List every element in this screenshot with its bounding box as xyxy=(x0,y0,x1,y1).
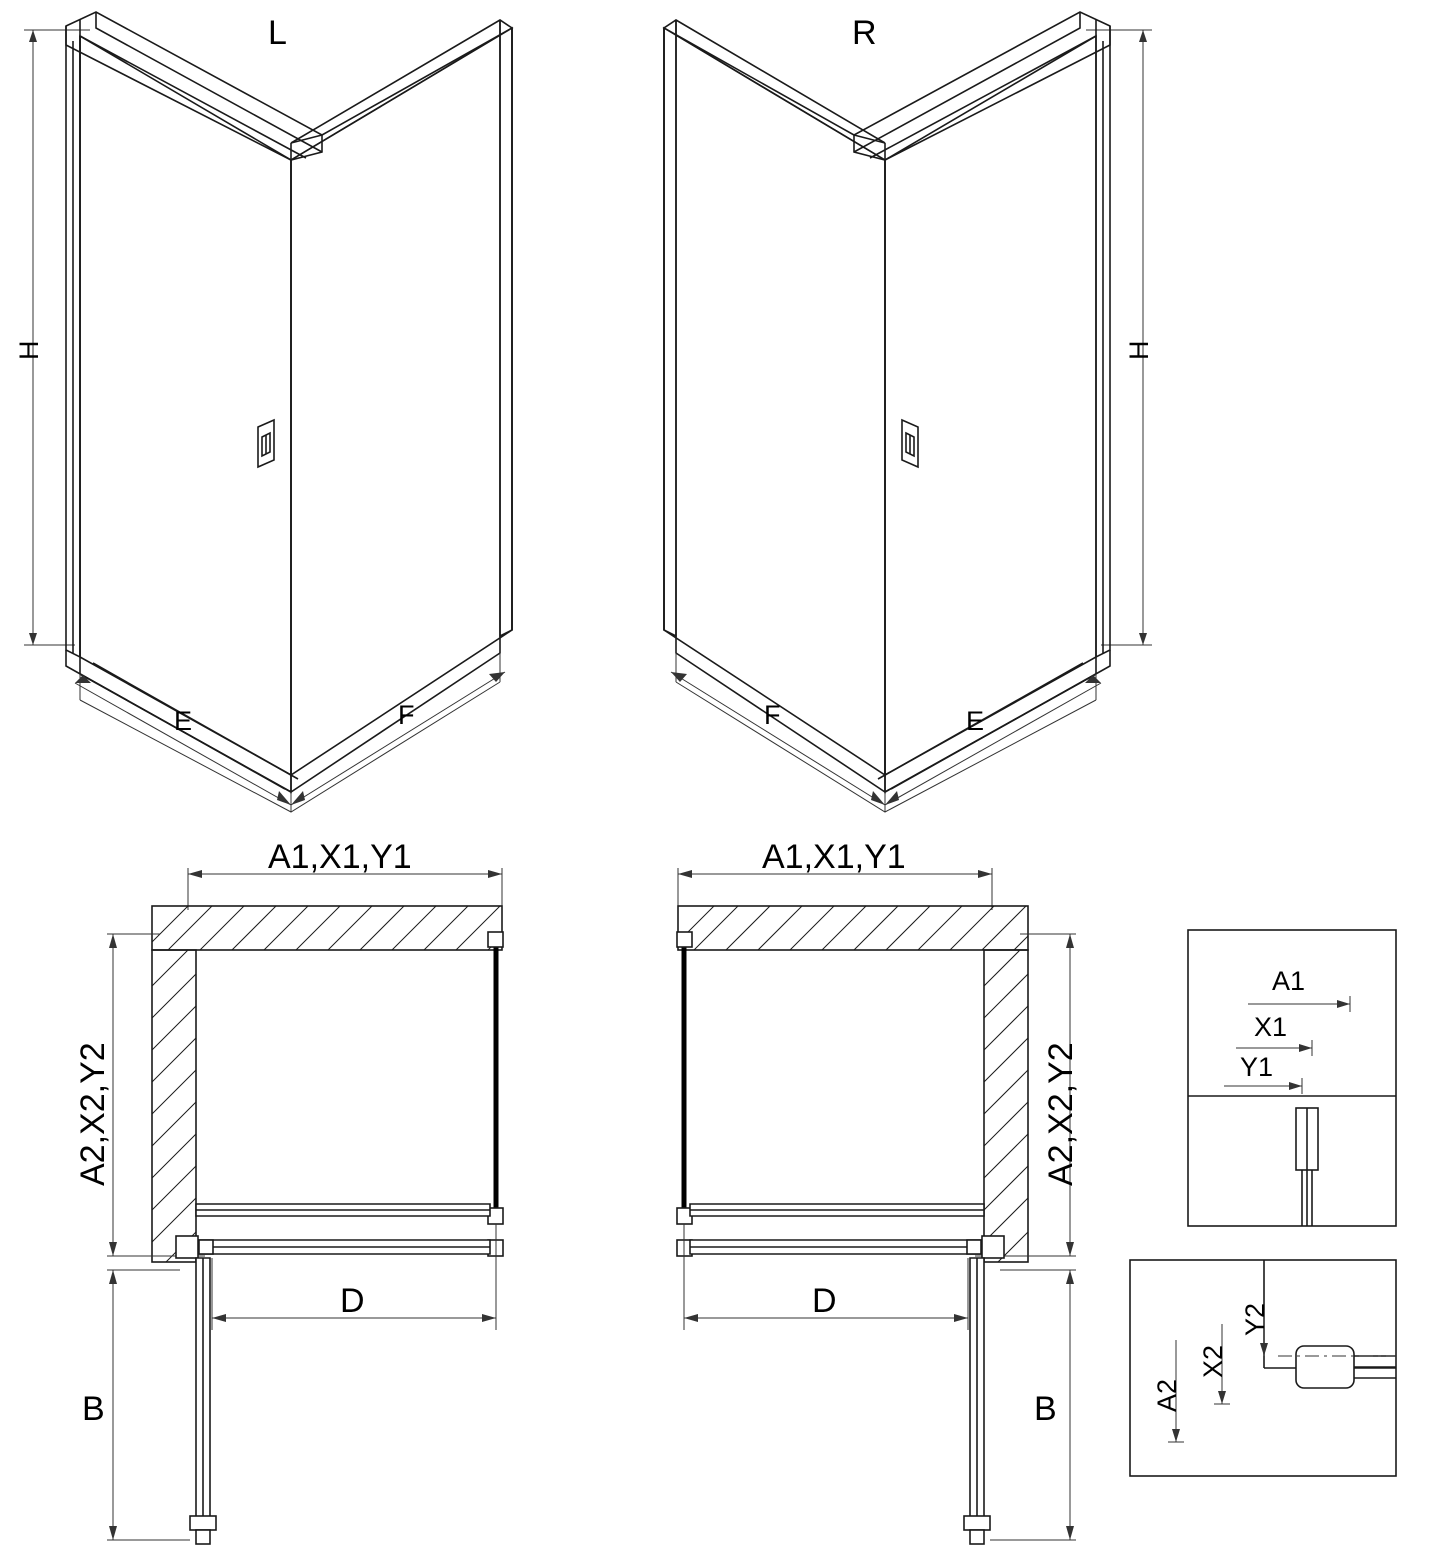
iso-right-height-label: H xyxy=(1124,340,1154,360)
plan-left-inner-dim-label: D xyxy=(340,1282,365,1320)
iso-left-side-label: F xyxy=(398,700,415,730)
plan-right-inner-dim-label: D xyxy=(812,1282,837,1320)
plan-left-side-dim-label: A2,X2,Y2 xyxy=(74,1042,112,1186)
plan-left-door-dim-label: B xyxy=(82,1390,105,1428)
plan-right-top-dim-label: A1,X1,Y1 xyxy=(762,838,906,876)
detail-bottom-label-a2: A2 xyxy=(1152,1378,1182,1412)
plan-right xyxy=(677,868,1076,1544)
detail-bottom-right xyxy=(1130,1260,1396,1476)
plan-left xyxy=(107,868,503,1544)
detail-bottom-label-y2: Y2 xyxy=(1240,1302,1270,1336)
iso-right-title: R xyxy=(852,14,877,52)
iso-left xyxy=(24,12,512,812)
detail-top-label-y1: Y1 xyxy=(1240,1052,1274,1082)
plan-right-side-dim-label: A2,X2,Y2 xyxy=(1042,1042,1080,1186)
detail-top-label-a1: A1 xyxy=(1272,966,1306,996)
iso-right-side-label: F xyxy=(764,700,781,730)
plan-right-door-dim-label: B xyxy=(1034,1390,1057,1428)
detail-top-label-x1: X1 xyxy=(1254,1012,1288,1042)
iso-right-front-label: E xyxy=(966,706,985,736)
iso-left-front-label: E xyxy=(174,706,193,736)
detail-bottom-label-x2: X2 xyxy=(1198,1344,1228,1378)
iso-right xyxy=(664,12,1152,812)
iso-left-height-label: H xyxy=(14,340,44,360)
iso-left-title: L xyxy=(268,14,287,52)
plan-left-top-dim-label: A1,X1,Y1 xyxy=(268,838,412,876)
